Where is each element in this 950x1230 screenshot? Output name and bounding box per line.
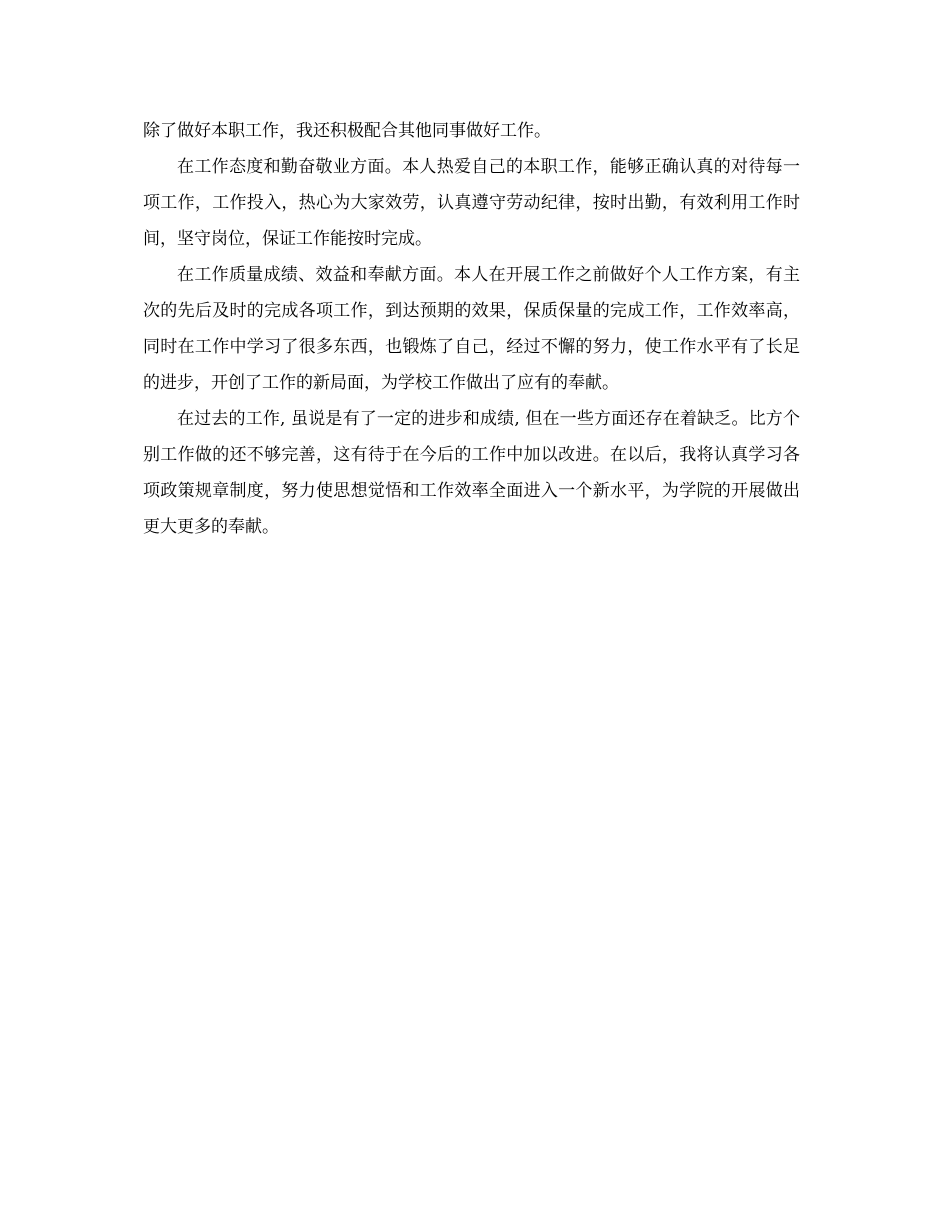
- paragraph-shortcomings: 在过去的工作, 虽说是有了一定的进步和成绩, 但在一些方面还存在着缺乏。比方个别工作做的还不够完善，这有待于在今后的工作中加以改进。在以后，我将认真学习各项政策规章制度，努力使思想觉悟和工作效率全面进入一个新水平，为学院的开展做出更大更多的奉献。: [143, 409, 800, 537]
- paragraph-continuation: 除了做好本职工作，我还积极配合其他同事做好工作。: [143, 121, 551, 141]
- paragraph-work-attitude: 在工作态度和勤奋敬业方面。本人热爱自己的本职工作，能够正确认真的对待每一项工作，工作投入，热心为大家效劳，认真遵守劳动纪律，按时出勤，有效利用工作时间，坚守岗位，保证工作能按时完成。: [143, 157, 800, 249]
- document-body: [143, 113, 800, 545]
- paragraph-work-quality: 在工作质量成绩、效益和奉献方面。本人在开展工作之前做好个人工作方案，有主次的先后及时的完成各项工作，到达预期的效果，保质保量的完成工作，工作效率高，同时在工作中学习了很多东西，也锻炼了自己，经过不懈的努力，使工作水平有了长足的进步，开创了工作的新局面，为学校工作做出了应有的奉献。: [143, 265, 800, 393]
